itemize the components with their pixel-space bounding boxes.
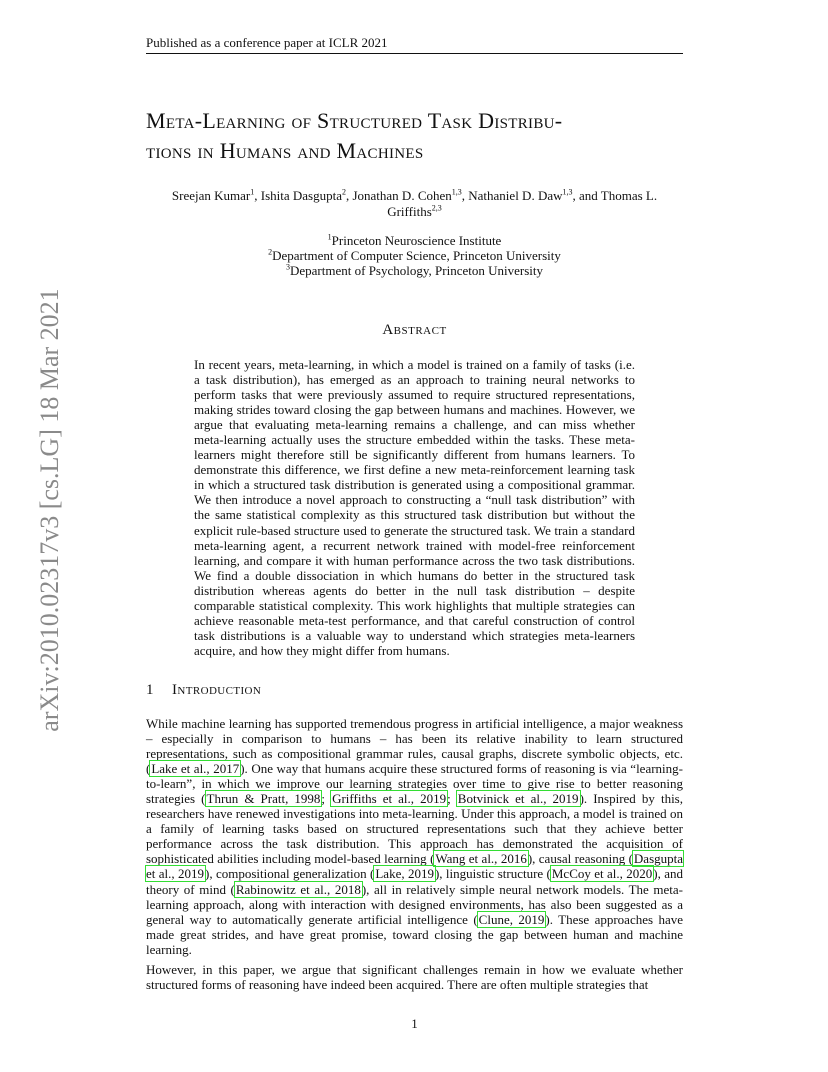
citation-link[interactable]: Lake, 2019 — [375, 866, 434, 882]
citation-link[interactable]: Griffiths et al., 2019 — [332, 791, 447, 807]
author-list: Sreejan Kumar$^1$, Ishita Dasgupta$^2$, Jonathan D. Cohen$^{1,3}$, Nathaniel D. Daw$^{1,3}$, and Thomas L. Griffiths$^{2,3}$ — [171, 187, 658, 219]
author-affil-sup: 2,3 — [431, 203, 442, 213]
author-name: Ishita Dasgupta — [260, 188, 342, 203]
author-name: Jonathan D. Cohen — [352, 188, 452, 203]
affiliation: $^3$Department of Psychology, Princeton University — [286, 262, 543, 278]
citation-link[interactable]: Botvinick et al., 2019 — [457, 791, 579, 807]
citation-link[interactable]: McCoy et al., 2020 — [551, 866, 653, 882]
author-name: and Thomas L. Griffiths — [387, 188, 658, 219]
citation-link[interactable]: Thrun & Pratt, 1998 — [206, 791, 321, 807]
abstract-heading: Abstract — [382, 322, 447, 338]
citation-link[interactable]: Lake et al., 2017 — [151, 761, 240, 777]
arxiv-stamp: arXiv:2010.02317v3 [cs.LG] 18 Mar 2021 — [35, 288, 64, 732]
header-rule — [146, 53, 683, 54]
title-line-1: Meta-Learning of Structured Task Distribu- — [146, 108, 563, 133]
intro-paragraph-2: However, in this paper, we argue that significant challenges remain in how we evaluate whether structured forms of reasoning have indeed been acquired. There are often multiple strategies that — [146, 962, 683, 993]
running-header: Published as a conference paper at ICLR 2021 — [146, 35, 388, 50]
citation-link[interactable]: Rabinowitz et al., 2018 — [235, 881, 361, 897]
author-affil-sup: 1,3 — [562, 187, 573, 197]
paper-title — [146, 106, 706, 166]
author-affil-sup: 1 — [250, 187, 255, 197]
author-affil-sup: 1,3 — [451, 187, 462, 197]
intro-paragraph-1: While machine learning has supported tremendous progress in artificial intelligence, a major weakness – especially in comparison to humans – has been its relative inability to learn structured representations, such as compositional grammar rules, causal graphs, discrete symbolic objects, etc. (Lake et al., 2017). One way that humans acquire these structured forms of reasoning is via “learning-to-learn”, in which we improve our learning strategies over time to give rise to better reasoning strategies (Thrun & Pratt, 1998; Griffiths et al., 2019; Botvinick et al., 2019). Inspired by this, researchers have renewed investigations into meta-learning. Under this approach, a model is trained on a family of learning tasks based on structured representations such that they achieve better performance across the task distribution. This approach has demonstrated the acquisition of sophisticated abilities including model-based learning (Wang et al., 2016), causal reasoning (Dasgupta et al., 2019), compositional generalization (Lake, 2019), linguistic structure (McCoy et al., 2020), and theory of mind (Rabinowitz et al., 2018), all in relatively simple neural network models. The meta-learning approach, along with interaction with designed environments, has also been suggested as a general way to automatically generate artificial intelligence (Clune, 2019). These approaches have made great strides, and have great promise, toward closing the gap between human and machine learning. — [146, 716, 684, 957]
author-name: Nathaniel D. Daw — [468, 188, 563, 203]
section-number: 1 — [146, 682, 154, 698]
affiliation: $^1$Princeton Neuroscience Institute — [327, 232, 502, 248]
author-affil-sup: 2 — [341, 187, 346, 197]
title-line-2: tions in Humans and Machines — [146, 138, 424, 163]
abstract-text: In recent years, meta-learning, in which a model is trained on a family of tasks (i.e. a task distribution), has emerged as an approach to training neural networks to perform tasks that were previously assumed to require structured representations, making strides toward closing the gap between humans and machines. However, we argue that evaluating meta-learning remains a challenge, and can miss whether meta-learning actually uses the structure embedded within the tasks. These meta-learners might therefore still be significantly different from humans learners. To demonstrate this difference, we first define a new meta-reinforcement learning task in which a structured task distribution is generated using a compositional grammar. We then introduce a novel approach to constructing a “null task distribution” with the same statistical complexity as this structured task distribution but without the explicit rule-based structure used to generate the structured task. We train a standard meta-learning agent, a recurrent network trained with model-free reinforcement learning, and compare it with human performance across the two task distributions. We find a double dissociation in which humans do better in the structured task distribution whereas agents do better in the null task distribution – despite comparable statistical complexity. This work highlights that multiple strategies can achieve reasonable meta-test performance, and that careful construction of control task distributions is a valuable way to understand which strategies meta-learners acquire, and how they might differ from humans. — [194, 357, 635, 658]
page-number: 1 — [411, 1016, 418, 1031]
citation-link[interactable]: Clune, 2019 — [478, 911, 545, 927]
section-heading-introduction — [146, 682, 683, 699]
author-name: Sreejan Kumar — [171, 188, 251, 203]
affiliation-list — [146, 233, 683, 278]
citation-link[interactable]: Wang et al., 2016 — [435, 851, 527, 867]
citation-link[interactable]: Dasgupta et al., 2019 — [146, 851, 684, 882]
section-title: Introduction — [172, 682, 262, 698]
affiliation: $^2$Department of Computer Science, Princeton University — [268, 247, 561, 263]
